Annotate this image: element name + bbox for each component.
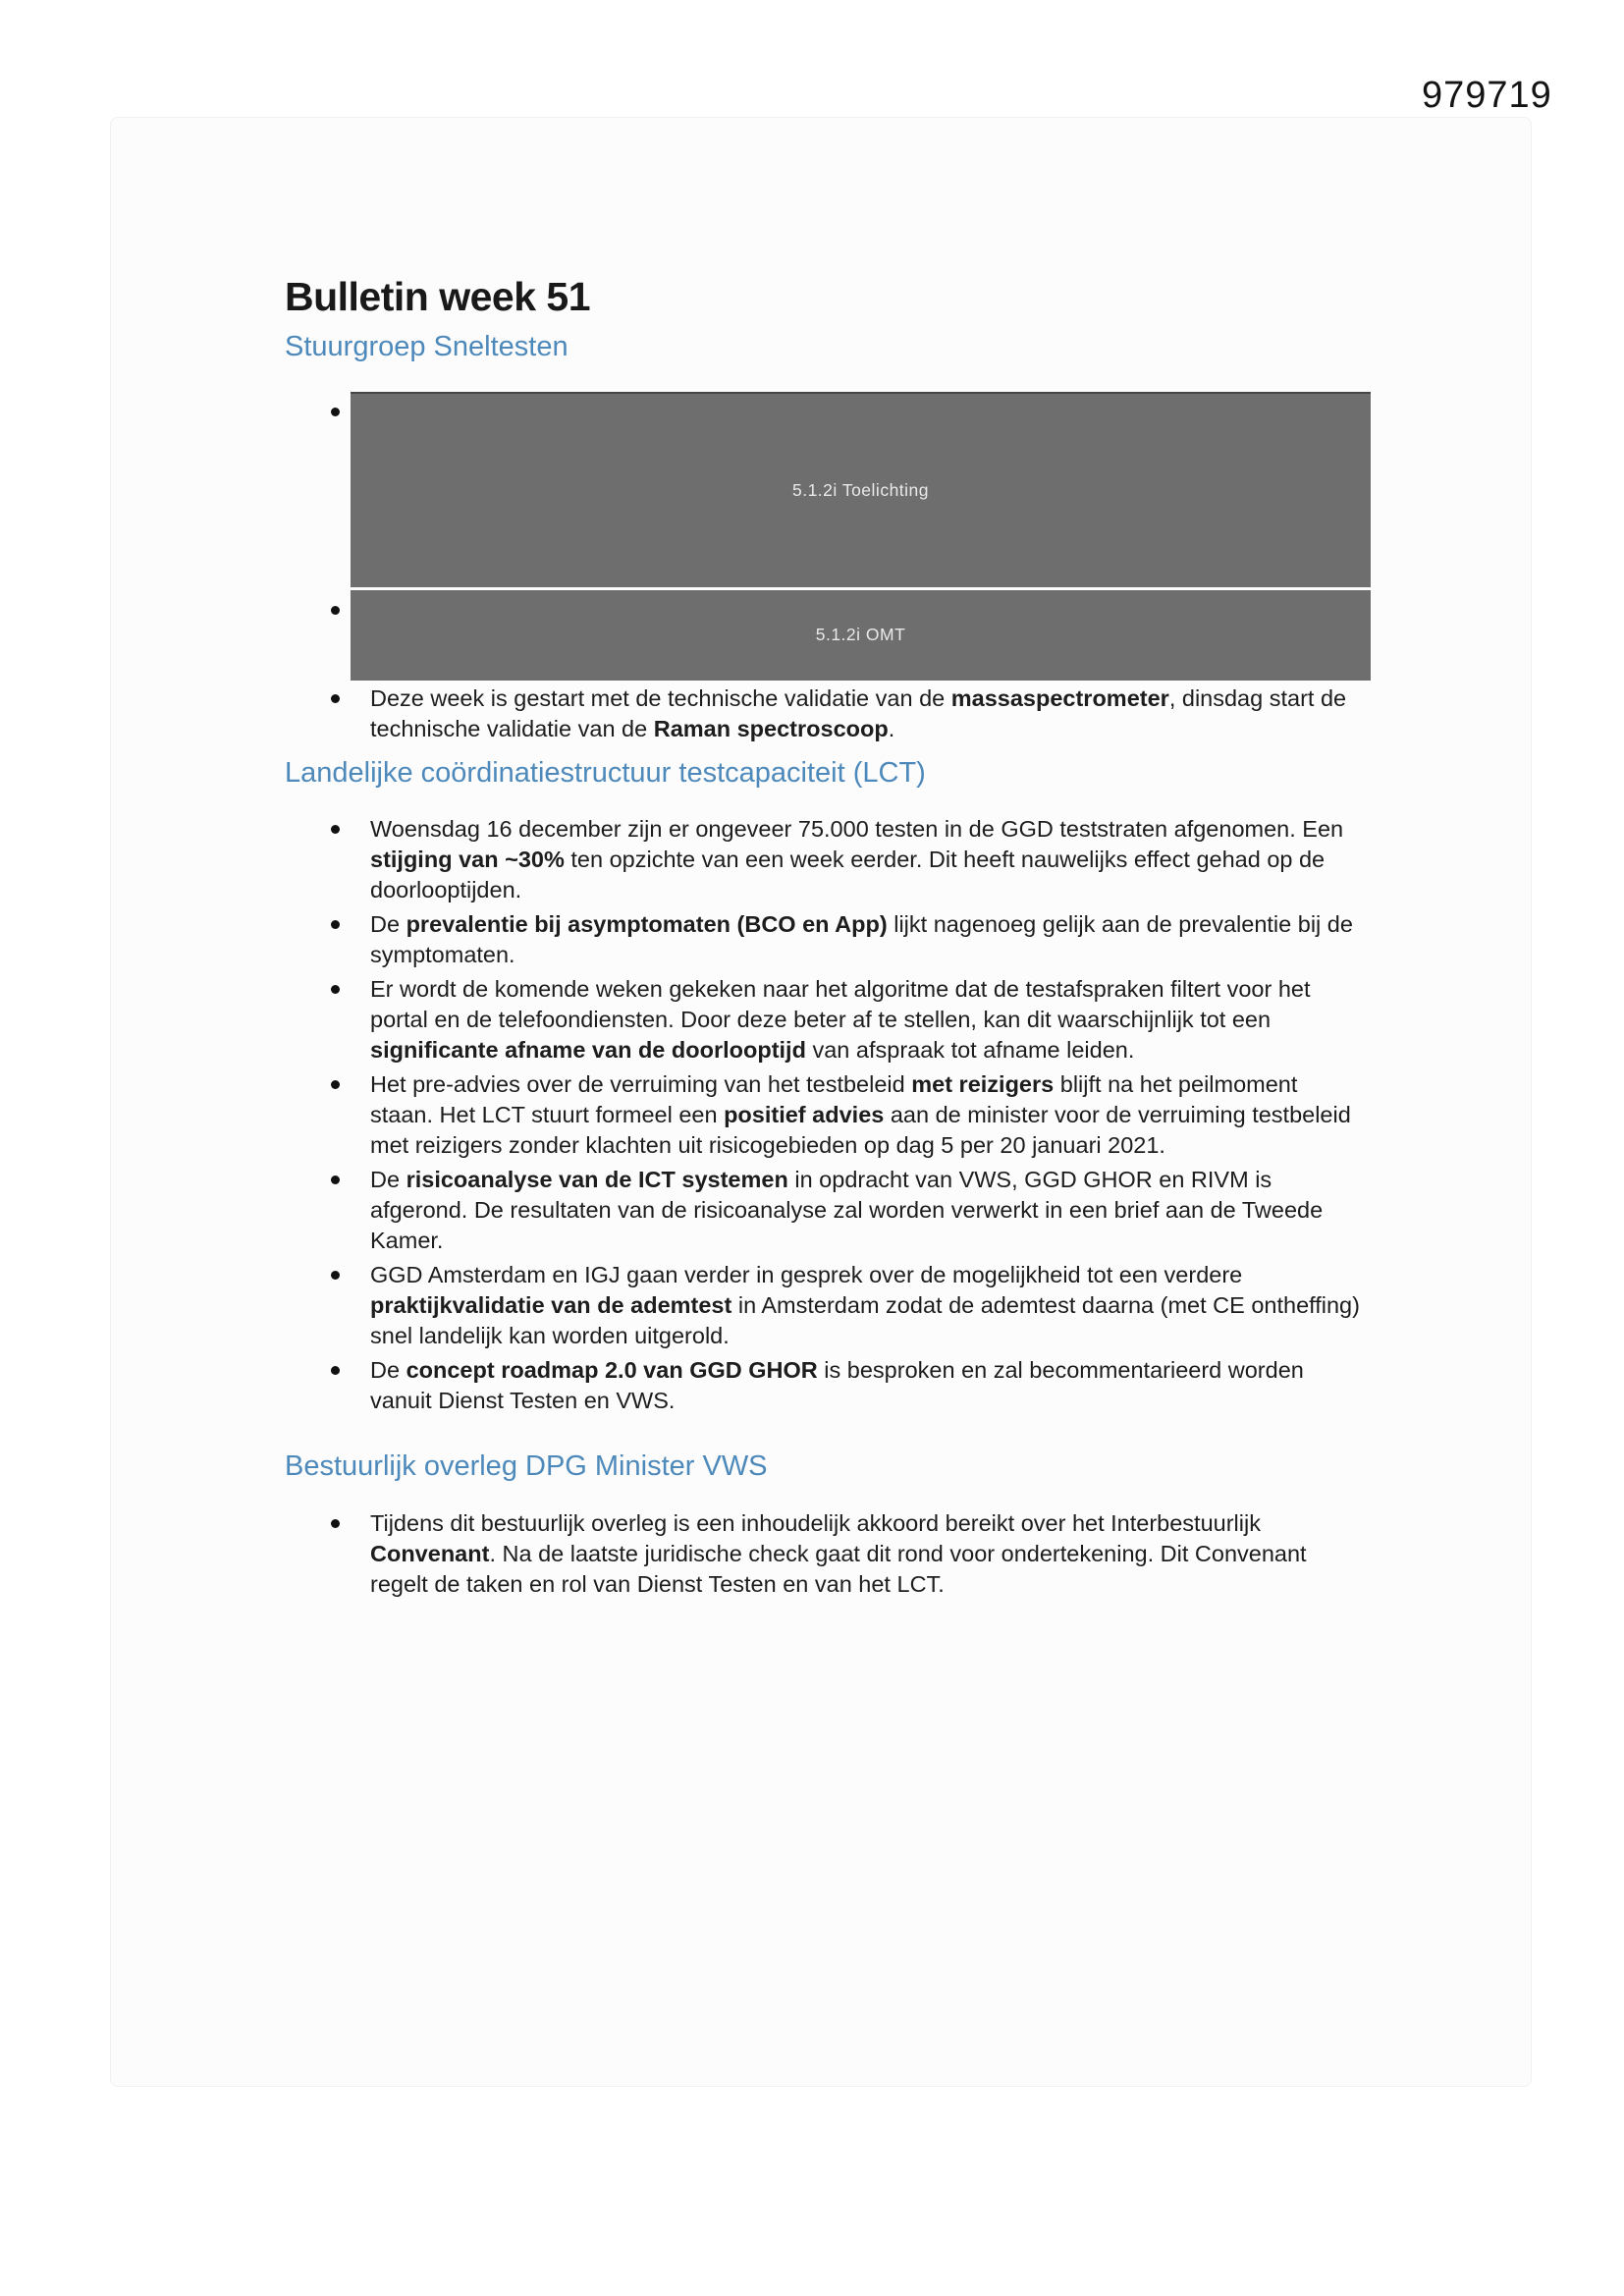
redaction-box: [351, 590, 1371, 681]
bold-text-run: significante afname van de doorlooptijd: [370, 1036, 806, 1063]
bold-text-run: positief advies: [724, 1101, 885, 1127]
section-heading: Bestuurlijk overleg DPG Minister VWS: [285, 1449, 768, 1482]
text-run: Deze week is gestart met de technische validatie van de: [370, 684, 951, 711]
text-run: Woensdag 16 december zijn er ongeveer 75.000 testen in de GGD teststraten afgenomen. Een: [370, 815, 1344, 842]
bold-text-run: massaspectrometer: [950, 684, 1169, 711]
text-run: lijkt nagenoeg gelijk aan de prevalentie bij de symptomaten.: [370, 910, 1353, 967]
redaction-box: [351, 392, 1371, 587]
bullet-dot-icon: [331, 606, 340, 615]
doc-section: [285, 330, 1388, 744]
bullet-list: [285, 392, 1388, 744]
bullet-item: [285, 683, 1388, 744]
bold-text-run: met reizigers: [911, 1070, 1055, 1097]
section-heading: Landelijke coördinatiestructuur testcapaciteit (LCT): [285, 756, 926, 789]
text-run: De: [370, 910, 406, 937]
bullet-dot-icon: [331, 1519, 340, 1528]
bullet-dot-icon: [331, 825, 340, 834]
bold-text-run: Raman spectroscoop: [653, 715, 889, 741]
bullet-text: [370, 974, 1364, 1066]
bullet-dot-icon: [331, 694, 340, 703]
bullet-item: [285, 1165, 1388, 1256]
text-run: , dinsdag start de technische validatie van de: [370, 684, 1347, 741]
text-run: Het pre-advies over de verruiming van het testbeleid: [370, 1070, 912, 1097]
bullet-text: [370, 683, 1364, 744]
bullet-item: [285, 1069, 1388, 1161]
bold-text-run: concept roadmap 2.0 van GGD GHOR: [406, 1356, 818, 1383]
bullet-dot-icon: [331, 985, 340, 994]
bold-text-run: praktijkvalidatie van de ademtest: [370, 1291, 732, 1318]
text-run: ten opzichte van een week eerder. Dit heeft nauwelijks effect gehad op de doorlooptijden.: [370, 846, 1326, 902]
page-title: Bulletin week 51: [285, 274, 591, 319]
section-heading: Stuurgroep Sneltesten: [285, 330, 568, 362]
bullet-item: [285, 1355, 1388, 1416]
text-run: De: [370, 1356, 406, 1383]
bullet-dot-icon: [331, 1271, 340, 1280]
text-run: . Na de laatste juridische check gaat dit rond voor ondertekening. Dit Convenant regelt de taken en rol van Dienst Testen en van het LCT.: [370, 1541, 1307, 1598]
bullet-dot-icon: [331, 1175, 340, 1184]
text-run: Er wordt de komende weken gekeken naar het algoritme dat de testafspraken filtert voor het portal en de telefoondiensten. Door deze beter af te stellen, kan dit waarschijnlijk tot een: [370, 975, 1311, 1032]
bullet-text: [370, 1260, 1364, 1351]
bullet-item: [285, 814, 1388, 905]
doc-sections: [285, 330, 1388, 1600]
text-run: aan de minister voor de verruiming testbeleid met reizigers zonder klachten uit risicogebieden op dag 5 per 20 januari 2021.: [370, 1101, 1351, 1158]
bold-text-run: risicoanalyse van de ICT systemen: [406, 1166, 788, 1192]
doc-section: [285, 1449, 1388, 1601]
bullet-item: [285, 1260, 1388, 1351]
text-run: is besproken en zal becommentarieerd worden vanuit Dienst Testen en VWS.: [370, 1356, 1304, 1413]
doc-section: [285, 756, 1388, 1416]
text-run: Tijdens dit bestuurlijk overleg is een inhoudelijk akkoord bereikt over het Interbestuurlijk: [370, 1510, 1261, 1537]
bullet-text: [370, 1355, 1364, 1416]
redacted-bullet: [285, 590, 1388, 681]
bold-text-run: stijging van ~30%: [370, 846, 565, 872]
bullet-dot-icon: [331, 408, 340, 416]
bullet-text: [370, 909, 1364, 970]
bullet-text: [370, 814, 1364, 905]
bullet-dot-icon: [331, 1080, 340, 1089]
bullet-item: [285, 1508, 1388, 1600]
bullet-text: [370, 1165, 1364, 1256]
redacted-bullet: [285, 392, 1388, 587]
bold-text-run: Convenant: [370, 1541, 490, 1567]
bullet-text: [370, 1069, 1364, 1161]
bullet-dot-icon: [331, 920, 340, 929]
text-run: GGD Amsterdam en IGJ gaan verder in gesprek over de mogelijkheid tot een verdere: [370, 1261, 1243, 1287]
bullet-list: [285, 1508, 1388, 1600]
bold-text-run: prevalentie bij asymptomaten (BCO en App): [406, 910, 888, 937]
text-run: in opdracht van VWS, GGD GHOR en RIVM is afgerond. De resultaten van de risicoanalyse zal worden verwerkt in een brief aan de Tweede Kamer.: [370, 1166, 1324, 1253]
bullet-list: [285, 814, 1388, 1416]
text-run: van afspraak tot afname leiden.: [805, 1036, 1135, 1063]
text-run: in Amsterdam zodat de ademtest daarna (met CE ontheffing) snel landelijk kan worden uitgerold.: [370, 1291, 1360, 1348]
bullet-dot-icon: [331, 1366, 340, 1375]
redaction-label: 5.1.2i Toelichting: [791, 479, 930, 500]
document-id-number: 979719: [1422, 75, 1552, 116]
document-content: [285, 275, 1388, 1604]
text-run: .: [888, 715, 895, 741]
bullet-text: [370, 1508, 1364, 1600]
bullet-item: [285, 974, 1388, 1066]
bullet-item: [285, 909, 1388, 970]
redaction-label: 5.1.2i OMT: [815, 625, 906, 645]
text-run: De: [370, 1166, 406, 1192]
text-run: blijft na het peilmoment staan. Het LCT stuurt formeel een: [370, 1070, 1298, 1127]
